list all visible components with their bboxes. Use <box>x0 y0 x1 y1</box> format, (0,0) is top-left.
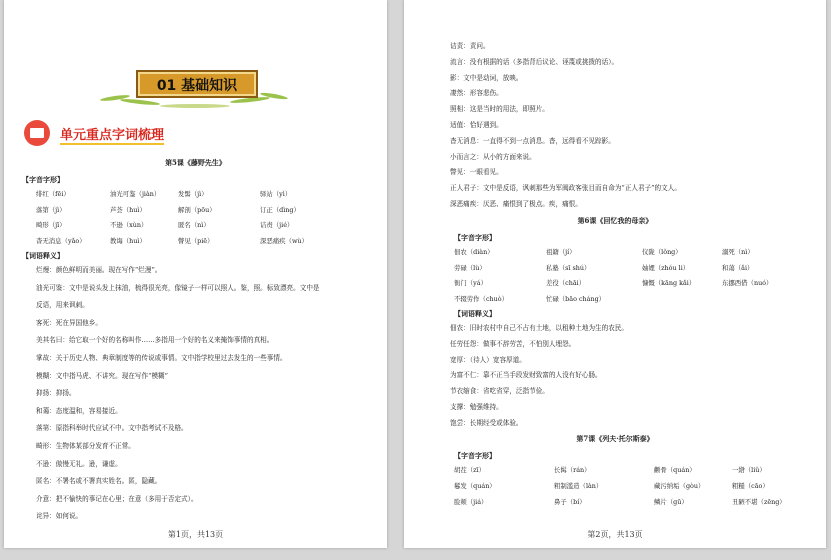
definition-line: 落第：原指科举时代应试不中。文中指考试不及格。 <box>36 424 188 433</box>
definition-line: 饱尝：长期经受或体验。 <box>450 418 523 427</box>
vocab-word: 颧骨（quán） <box>654 466 696 474</box>
vocab-word: 妯娌（zhóu li） <box>642 263 690 272</box>
tag-chars: 【字音字形】 <box>454 451 496 460</box>
vocab-word: 瞥见（piē） <box>178 236 214 245</box>
vocab-word: 鬈发（quán） <box>454 482 496 490</box>
definition-line: 影：文中是动词，放映。 <box>450 73 523 82</box>
definition-line: 抑扬：抑扬。 <box>36 389 76 398</box>
banner-title: 01 基础知识 <box>156 78 238 94</box>
tag-chars: 【字音字形】 <box>22 175 64 184</box>
book-icon <box>24 120 50 146</box>
vocab-word: 不逊（xùn） <box>110 221 148 229</box>
vocab-word: 粗糙（cāo） <box>732 482 769 490</box>
definition-line: 节衣缩食：省吃省穿，泛指节俭。 <box>450 387 549 396</box>
definition-line: 深恶痛疾：厌恶、痛恨到了极点。疾，痛恨。 <box>450 200 582 208</box>
vocab-word: 脸颊（jiá） <box>454 498 488 506</box>
vocab-word: 解剖（pōu） <box>178 205 216 214</box>
definition-line: 畸形：生物体某部分发育不正常。 <box>36 442 135 450</box>
tag-chars: 【字音字形】 <box>454 233 496 242</box>
definition-line: 烂熳：颜色鲜明而美丽。现在写作“烂漫”。 <box>36 266 162 274</box>
definition-line: 为富不仁：靠不正当手段发财致富的人没有好心肠。 <box>450 371 602 380</box>
lesson-title: 第7课《列夫·托尔斯泰》 <box>576 434 654 443</box>
vocab-word: 东挪西借（nuó） <box>722 279 773 287</box>
vocab-word: 发髻（jì） <box>178 190 208 198</box>
definition-line: 任劳任怨：做事不辞劳苦，不怕别人埋怨。 <box>450 339 576 348</box>
vocab-word: 佃农（diàn） <box>454 248 494 256</box>
definition-line: 客死：死在异国他乡。 <box>36 318 102 327</box>
vocab-word: 长髯（rán） <box>554 466 591 474</box>
definition-line: 不逊：傲慢无礼。逊，谦虚。 <box>36 459 122 468</box>
vocab-word: 丑陋不堪（zēng） <box>732 498 786 506</box>
page-footer: 第2页，共13页 <box>587 530 643 539</box>
definition-line: 介意：把不愉快的事记在心里；在意（多用于否定式）。 <box>36 494 198 503</box>
definition-line: 油光可鉴：文中是说头发上抹油，梳得很光亮，像镜子一样可以照人。鉴，照。标致漂亮。文中是 <box>36 283 320 292</box>
vocab-word: 深恶痛疾（wù） <box>260 236 308 245</box>
vocab-word: 畸形（jī） <box>36 221 66 229</box>
definition-line: 支撑：勉强维持。 <box>450 403 503 411</box>
definition-line: 杳无消息：一直得不到一点消息。杳，远得看不见踪影。 <box>450 136 615 145</box>
vocab-word: 鳞片（gū） <box>654 498 688 506</box>
definition-line: 掌故：关于历史人物、典章制度等的传说或事情。文中指学校里过去发生的一些事情。 <box>36 354 287 362</box>
tag-words: 【词语释义】 <box>454 309 496 318</box>
definition-line: 诘责：责问。 <box>450 42 490 50</box>
vocab-word: 杳无消息（yǎo） <box>36 236 86 245</box>
lesson-title: 第6课《回忆我的母亲》 <box>577 216 653 225</box>
definition-line: 瞥见：一眼看见。 <box>450 168 503 177</box>
banner-box <box>136 70 258 98</box>
vocab-word: 芦荟（huì） <box>110 205 146 214</box>
definition-line: 正人君子：文中是反语，讽刺那些为军阀政客张目而自命为“正人君子”的文人。 <box>450 184 681 193</box>
section-title: 单元重点字词梳理 <box>60 124 164 145</box>
vocab-word: 粗制滥造（làn） <box>554 482 603 490</box>
definition-line: 佃农：旧时农村中自己不占有土地，以租种土地为生的农民。 <box>450 324 629 332</box>
vocab-word: 油光可鉴（jiàn） <box>110 190 161 198</box>
definition-line: 美其名曰：给它取一个好的名称叫作……多指用一个好的名义来掩饰事情的真相。 <box>36 336 274 345</box>
definition-line: 和蔼：态度温和，容易接近。 <box>36 406 122 415</box>
leaf-decoration <box>120 98 160 106</box>
vocab-word: 落第（jì） <box>36 205 66 214</box>
vocab-word: 祖籍（jí） <box>546 248 576 256</box>
page-footer: 第1页，共13页 <box>167 530 224 539</box>
definition-line: 宽厚：（待人）宽容厚道。 <box>450 355 526 364</box>
title-banner <box>100 64 290 110</box>
vocab-word: 劳碌（lù） <box>454 263 486 272</box>
vocab-word: 订正（dìng） <box>260 205 300 214</box>
vocab-word: 匿名（nì） <box>178 221 210 229</box>
vocab-word: 仪陇（lǒng） <box>642 248 682 256</box>
vocab-word: 衙门（yá） <box>454 279 487 287</box>
vocab-word: 溺死（nì） <box>722 248 754 256</box>
definition-line: 反语，用来讽刺。 <box>36 301 89 310</box>
vocab-word: 诘责（jié） <box>260 221 294 229</box>
document-page-2 <box>404 0 826 548</box>
vocab-word: 胡茬（zī） <box>454 466 485 474</box>
vocab-word: 私塾（sī shú） <box>546 263 591 272</box>
definition-line: 凄然：形容悲伤。 <box>450 89 503 98</box>
definition-line: 诧异：如何说。 <box>36 512 83 521</box>
definition-line: 流言：没有根据的话（多指背后议论、诬蔑或挑拨的话）。 <box>450 57 619 66</box>
definition-line: 小而言之：从小的方面来说。 <box>450 152 536 161</box>
vocab-word: 不辍劳作（chuò） <box>454 294 509 303</box>
vocab-word: 鼻子（bí） <box>554 498 586 506</box>
vocab-word: 绯红（fēi） <box>36 190 70 198</box>
vocab-word: 教诲（huì） <box>110 236 146 245</box>
vocab-word: 慷慨（kāng kǎi） <box>642 279 696 287</box>
definition-line: 模糊：文中指马虎、不讲究。现在写作“模糊” <box>36 371 169 380</box>
vocab-word: 一綹（liǔ） <box>732 466 766 474</box>
vocab-word: 和蔼（ǎi） <box>722 263 754 272</box>
vocab-word: 藏污纳垢（gòu） <box>654 482 705 490</box>
tag-words: 【词语释义】 <box>22 251 64 260</box>
vocab-word: 驿站（yì） <box>260 190 292 198</box>
leaf-decoration <box>160 104 230 108</box>
vocab-word: 差役（chāi） <box>546 279 586 287</box>
lesson-title: 第5课《藤野先生》 <box>165 158 226 167</box>
definition-line: 照相：这是当时的用法，即照片。 <box>450 105 549 114</box>
document-page-1 <box>4 0 387 548</box>
vocab-word: 忙碌（bāo cháng） <box>546 294 606 303</box>
definition-line: 适值：恰好遇到。 <box>450 121 503 129</box>
definition-line: 匿名：不署名或不署真实姓名。匿，隐藏。 <box>36 477 162 486</box>
